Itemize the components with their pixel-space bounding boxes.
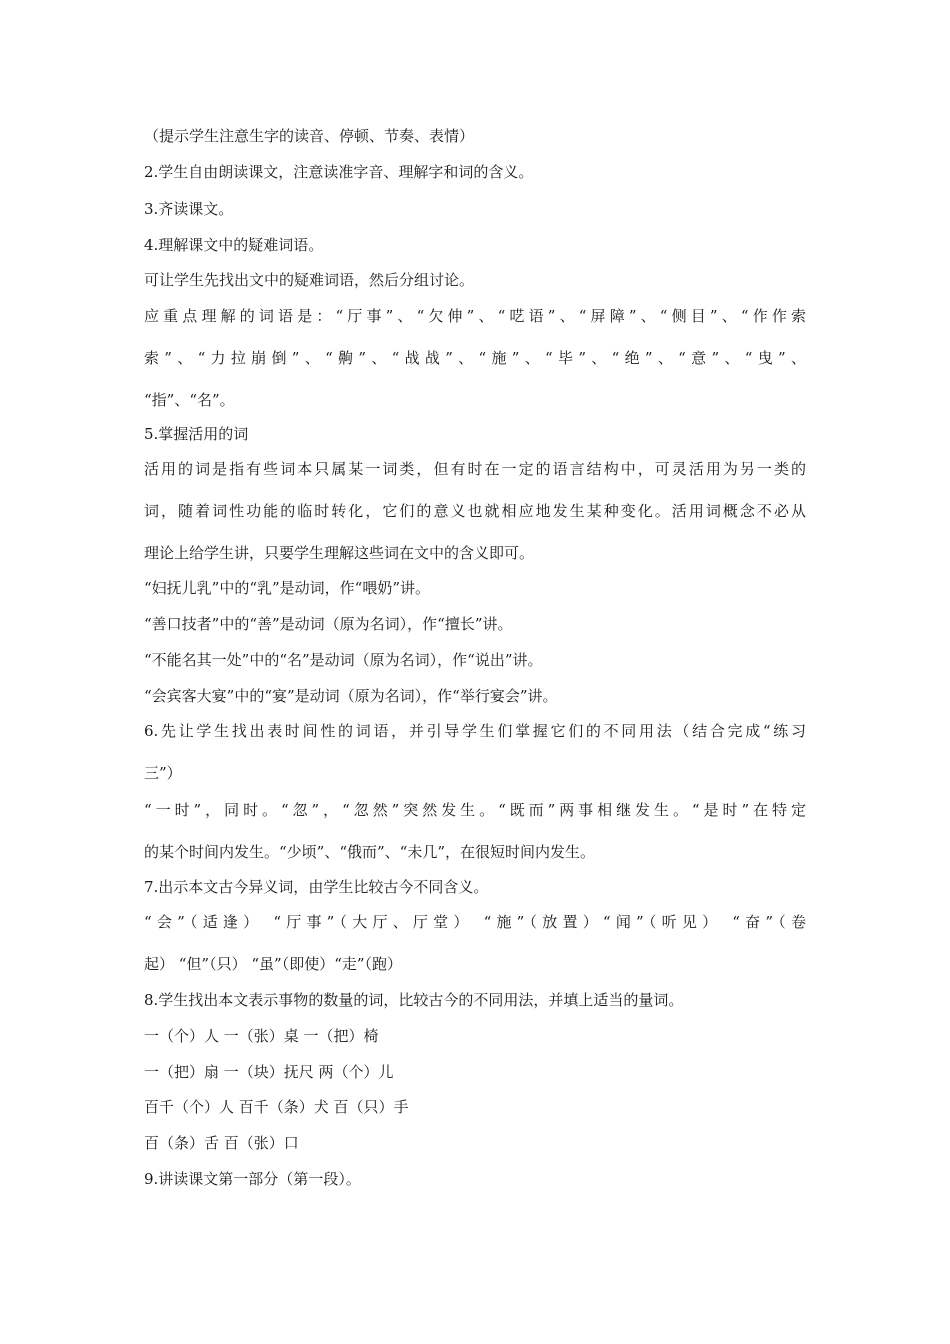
text-line: 7.出示本文古今异义词，由学生比较古今不同含义。	[144, 878, 489, 896]
text-line: “会宾客大宴”中的“宴”是动词（原为名词），作“举行宴会”讲。	[144, 687, 558, 705]
text-line: “一时”，同时。“忽”，“忽然”突然发生。“既而”两事相继发生。“是时”在特定	[144, 801, 806, 819]
text-line: 三”）	[144, 764, 182, 782]
text-line: 一（个）人 一（张）桌 一（把）椅	[144, 1027, 379, 1045]
text-line: 一（把）扇 一（块）抚尺 两（个）儿	[144, 1063, 394, 1081]
text-line: 9.讲读课文第一部分（第一段）。	[144, 1170, 361, 1188]
text-line: “善口技者”中的“善”是动词（原为名词），作“擅长”讲。	[144, 615, 513, 633]
text-line: 5.掌握活用的词	[144, 425, 249, 443]
text-line: 4.理解课文中的疑难词语。	[144, 236, 324, 254]
text-line: 索”、“力拉崩倒”、“齁”、“战战”、“施”、“毕”、“绝”、“意”、“曳”、	[144, 349, 806, 367]
text-line: “不能名其一处”中的“名”是动词（原为名词），作“说出”讲。	[144, 651, 543, 669]
text-line: （提示学生注意生字的读音、停顿、节奏、表情）	[144, 127, 475, 145]
text-line: “妇抚儿乳”中的“乳”是动词，作“喂奶”讲。	[144, 579, 431, 597]
text-line: 起） “但”（只） “虽”（即使）“走”（跑）	[144, 955, 403, 973]
text-line: 6.先让学生找出表时间性的词语，并引导学生们掌握它们的不同用法（结合完成“练习	[144, 722, 806, 740]
text-line: 可让学生先找出文中的疑难词语，然后分组讨论。	[144, 271, 475, 289]
text-line: 百（条）舌 百（张）口	[144, 1134, 299, 1152]
text-line: 应重点理解的词语是：“厅事”、“欠伸”、“呓语”、“屏障”、“侧目”、“作作索	[144, 307, 806, 325]
text-line: 理论上给学生讲，只要学生理解这些词在文中的含义即可。	[144, 544, 535, 562]
text-line: 3.齐读课文。	[144, 200, 234, 218]
text-line: 词，随着词性功能的临时转化，它们的意义也就相应地发生某种变化。活用词概念不必从	[144, 502, 806, 520]
text-line: “会”（适逢） “厅事”（大厅、厅堂） “施”（放置）“闻”（听见） “奋”（卷	[144, 913, 806, 931]
text-line: 百千（个）人 百千（条）犬 百（只）手	[144, 1098, 409, 1116]
text-line: “指”、“名”。	[144, 391, 235, 409]
text-line: 2.学生自由朗读课文，注意读准字音、理解字和词的含义。	[144, 163, 534, 181]
text-line: 的某个时间内发生。“少顷”、“俄而”、“未几”，在很短时间内发生。	[144, 843, 596, 861]
text-line: 8.学生找出本文表示事物的数量的词，比较古今的不同用法，并填上适当的量词。	[144, 991, 684, 1009]
text-line: 活用的词是指有些词本只属某一词类，但有时在一定的语言结构中，可灵活用为另一类的	[144, 460, 806, 478]
